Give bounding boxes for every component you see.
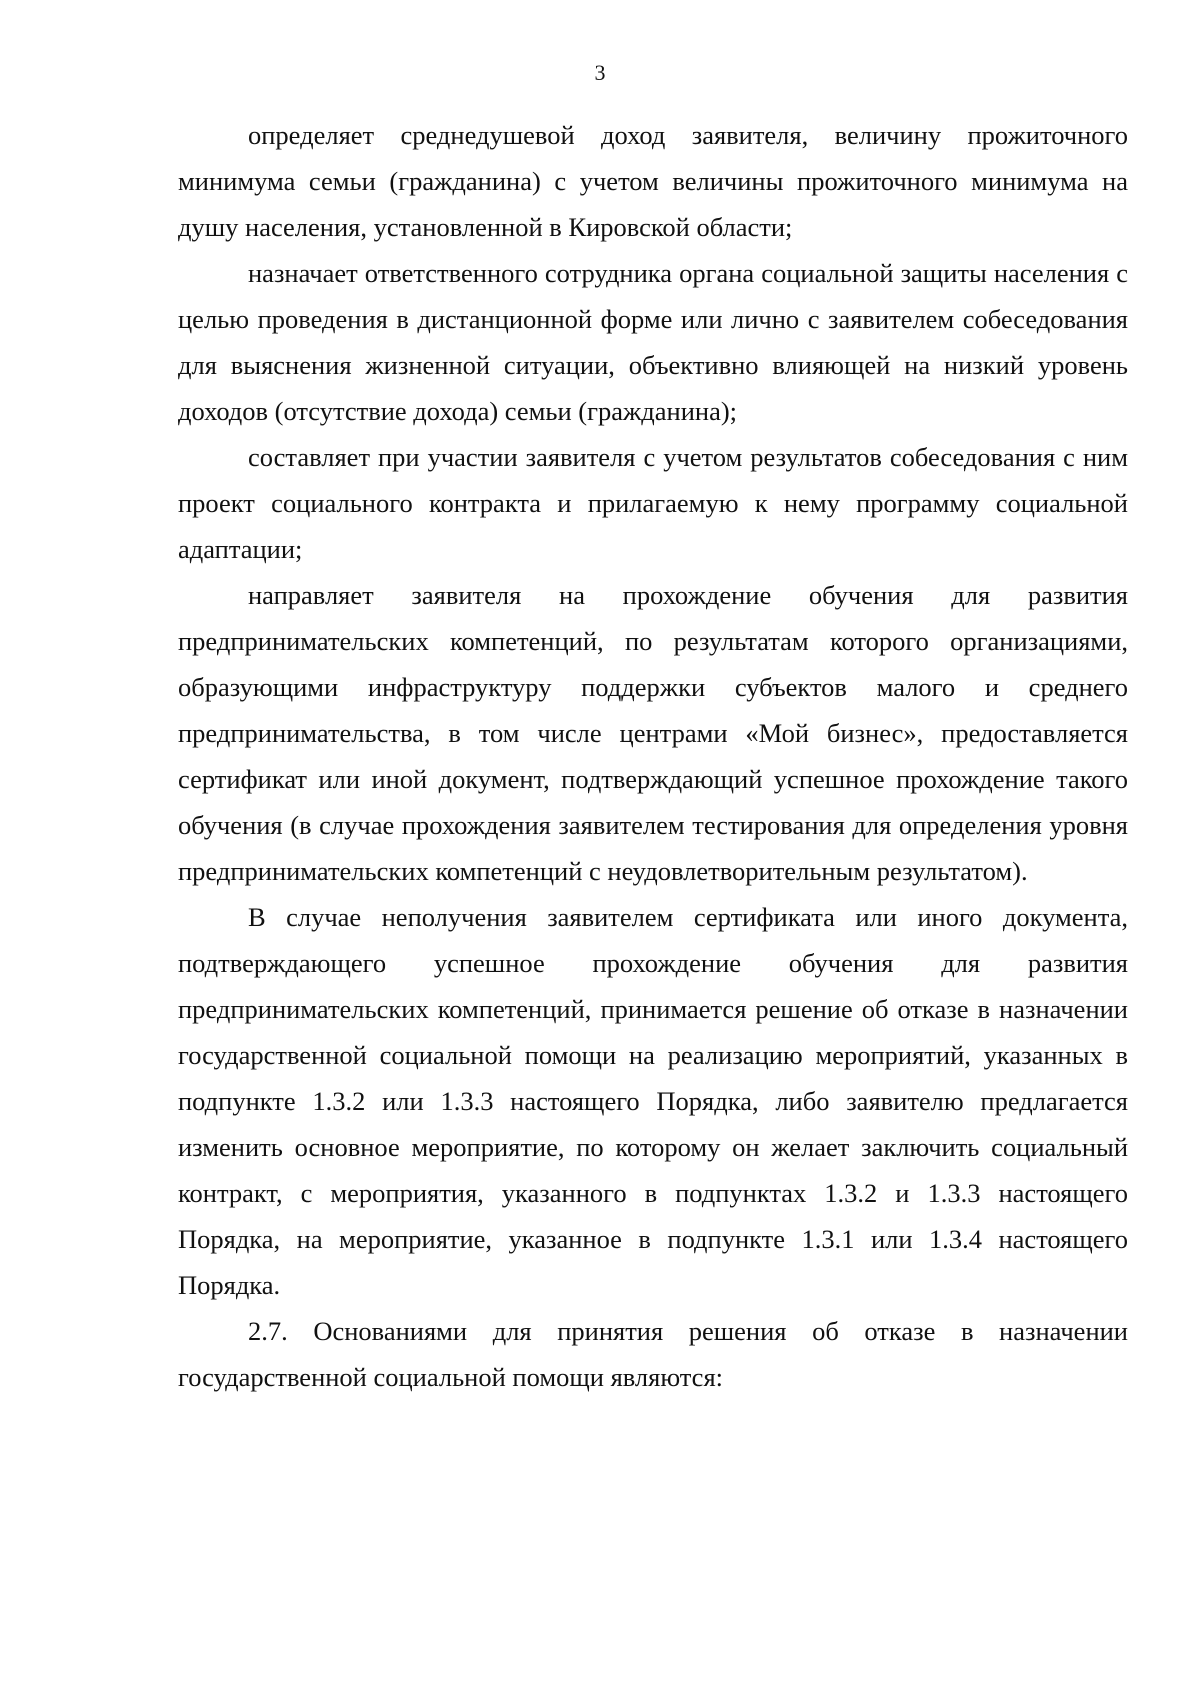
paragraph-draft-contract: составляет при участии заявителя с учетом результатов собеседования с ним проект социального контракта и прилагаемую к нему программу социальной адаптации; [178, 442, 1128, 564]
paragraph-refusal-grounds: 2.7. Основаниями для принятия решения об отказе в назначении государственной социальной помощи являются: [178, 1316, 1128, 1392]
paragraph-income-determination: определяет среднедушевой доход заявителя, величину прожиточного минимума семьи (гражданина) с учетом величины прожиточного минимума на душу населения, установленной в Кировской области; [178, 120, 1128, 242]
paragraph-training-referral: направляет заявителя на прохождение обучения для развития предпринимательских компетенций, по результатам которого организациями, образующими инфраструктуру поддержки субъектов малого и среднего предпринимательства, в том числе центрами «Мой бизнес», предоставляется сертификат или иной документ, подтверждающий успешное прохождение такого обучения (в случае прохождения заявителем тестирования для определения уровня предпринимательских компетенций с неудовлетворительным результатом). [178, 580, 1128, 886]
document-body [178, 112, 1128, 1400]
page-number: 3 [594, 60, 606, 85]
paragraph-assign-employee: назначает ответственного сотрудника органа социальной защиты населения с целью проведения в дистанционной форме или лично с заявителем собеседования для выяснения жизненной ситуации, объективно влияющей на низкий уровень доходов (отсутствие дохода) семьи (гражданина); [178, 258, 1128, 426]
paragraph-certificate-refusal: В случае неполучения заявителем сертификата или иного документа, подтверждающего успешное прохождение обучения для развития предпринимательских компетенций, принимается решение об отказе в назначении государственной социальной помощи на реализацию мероприятий, указанных в подпункте 1.3.2 или 1.3.3 настоящего Порядка, либо заявителю предлагается изменить основное мероприятие, по которому он желает заключить социальный контракт, с мероприятия, указанного в подпунктах 1.3.2 и 1.3.3 настоящего Порядка, на мероприятие, указанное в подпункте 1.3.1 или 1.3.4 настоящего Порядка. [178, 902, 1128, 1300]
